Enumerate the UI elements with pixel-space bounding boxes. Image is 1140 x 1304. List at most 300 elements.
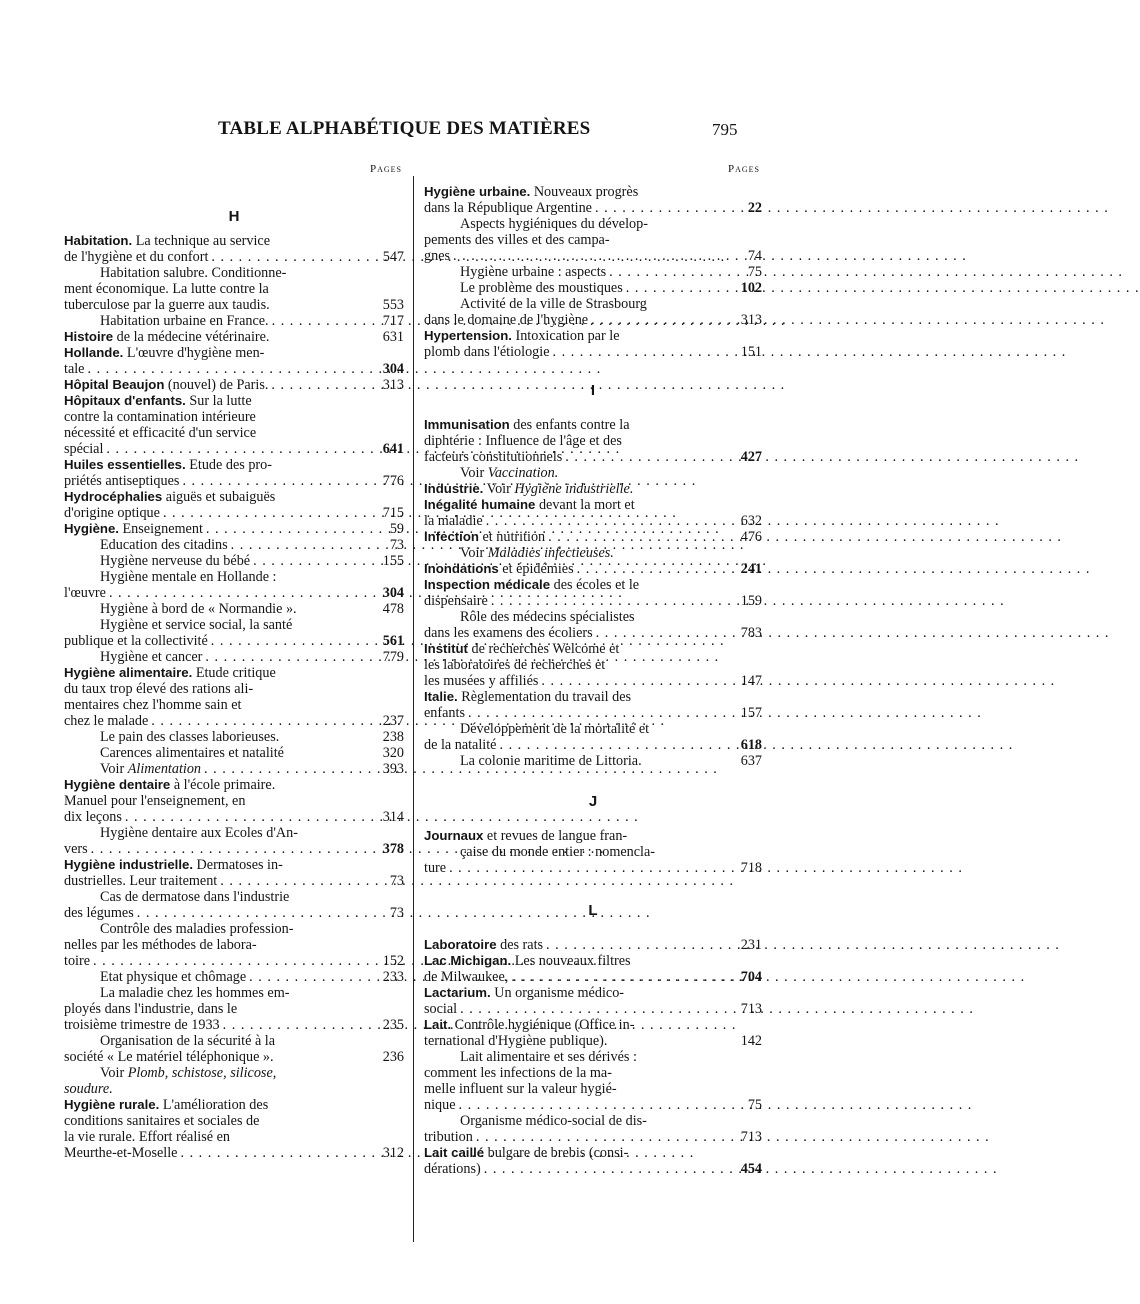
entry-body: Organisation de la sécurité à la: [100, 1033, 276, 1049]
index-entry: [64, 521, 404, 537]
leader-dots: [180, 1145, 368, 1161]
entry-heading: Hôpitaux d'enfants.: [64, 393, 186, 408]
entry-line: [64, 889, 404, 905]
entry-text: [424, 1033, 607, 1049]
entry-body: pements des villes et des campa-: [424, 232, 610, 248]
page-ref: 641: [382, 441, 404, 457]
entry-text: [424, 433, 622, 449]
entry-body: Nouveaux progrès: [530, 184, 639, 200]
entry-text: [100, 1033, 275, 1049]
index-entry: [64, 985, 404, 1033]
entry-line: [424, 689, 762, 705]
entry-body: (nouvel) de Paris.: [164, 377, 269, 393]
entry-line: [424, 465, 762, 481]
leader-dots: [460, 1001, 726, 1017]
entry-line: [64, 665, 404, 681]
entry-body: comment les infections de la ma-: [424, 1065, 612, 1081]
index-entry: [64, 761, 404, 777]
page-ref: 553: [382, 297, 404, 313]
entry-heading: Immunisation: [424, 417, 510, 432]
index-section: [64, 208, 404, 1161]
entry-body: Voir: [483, 481, 515, 497]
entry-body: de l'hygiène et du confort: [64, 249, 209, 265]
entry-line: [64, 409, 404, 425]
entry-text: [64, 697, 241, 713]
entry-body: Meurthe-et-Moselle: [64, 1145, 178, 1161]
entry-body: L'amélioration des: [159, 1097, 269, 1113]
entry-line: [424, 1033, 762, 1049]
entry-heading: Industrie.: [424, 481, 484, 496]
entry-body: tuberculose par la guerre aux taudis.: [64, 297, 270, 313]
entry-line: [424, 280, 762, 296]
entry-text: [64, 473, 179, 489]
entry-body: dérations): [424, 1161, 481, 1177]
entry-text: [424, 513, 483, 529]
leader-dots: [609, 264, 726, 280]
entry-body: des enfants contre la: [509, 417, 630, 433]
entry-text: [64, 1113, 259, 1129]
entry-line: [64, 1129, 404, 1145]
entry-heading: Lait.: [424, 1017, 452, 1032]
page-ref: 783: [740, 625, 762, 641]
entry-text: [424, 232, 610, 248]
index-entry: [64, 665, 404, 729]
leader-dots: [106, 441, 368, 457]
index-entry: [424, 545, 762, 561]
entry-body: Manuel pour l'enseignement, en: [64, 793, 246, 809]
entry-heading: Laboratoire: [424, 937, 497, 952]
entry-line: [424, 344, 762, 360]
entry-heading: Inspection médicale: [424, 577, 551, 592]
index-entry: [424, 985, 762, 1017]
page-ref: 713: [740, 1129, 762, 1145]
entry-text: [64, 249, 208, 265]
entry-body: Voir: [460, 465, 488, 481]
page-ref: 378: [382, 841, 404, 857]
entry-text: [64, 873, 217, 889]
page-ref: 779: [382, 649, 404, 665]
entry-body: d'origine optique: [64, 505, 160, 521]
entry-text: [460, 844, 655, 860]
right-sections: [424, 184, 762, 1177]
leader-dots: [565, 449, 726, 465]
entry-text: [64, 937, 257, 953]
page-ref: 236: [382, 1049, 404, 1065]
entry-line: [64, 281, 404, 297]
entry-heading: Hôpital Beaujon: [64, 377, 165, 392]
entry-text: [100, 1065, 276, 1081]
entry-reference: Alimentation: [127, 761, 202, 777]
entry-text: [424, 497, 635, 513]
index-entry: [64, 553, 404, 569]
entry-line: [64, 233, 404, 249]
page-ref: 637: [740, 753, 762, 769]
page-ref: 304: [382, 361, 404, 377]
entry-line: [424, 705, 762, 721]
leader-dots: [491, 593, 726, 609]
page-ref: 454: [740, 1161, 762, 1177]
leader-dots: [223, 1017, 368, 1033]
entry-heading: Lactarium.: [424, 985, 491, 1000]
entry-text: [64, 377, 268, 393]
index-entry: [424, 328, 762, 360]
index-entry: [424, 953, 762, 985]
entry-body: dix leçons: [64, 809, 122, 825]
entry-body: Organisme médico-social de dis-: [460, 1113, 647, 1129]
entry-body: Sur la lutte: [185, 393, 252, 409]
entry-body: Le pain des classes laborieuses.: [100, 729, 280, 745]
entry-body: Cas de dermatose dans l'industrie: [100, 889, 290, 905]
entry-text: [424, 184, 638, 200]
entry-text: [424, 1065, 612, 1081]
index-entry: [64, 825, 404, 857]
entry-text: [460, 216, 648, 232]
page-ref: 75: [747, 264, 762, 280]
entry-line: [424, 312, 762, 328]
entry-line: [64, 265, 404, 281]
page-ref: 304: [382, 585, 404, 601]
index-entry: [64, 489, 404, 521]
entry-line: [64, 505, 404, 521]
entry-body: Contrôle hygiénique (Office in-: [451, 1017, 635, 1033]
entry-body: ternational d'Hygiène publique).: [424, 1033, 608, 1049]
page-ref: 393: [382, 761, 404, 777]
entry-line: [64, 313, 404, 329]
leader-dots: [137, 905, 368, 921]
entry-text: [64, 1097, 268, 1113]
entry-body: La maladie chez les hommes em-: [100, 985, 290, 1001]
entry-body: La technique au service: [132, 233, 271, 249]
entry-text: [64, 281, 269, 297]
entry-body: La colonie maritime de Littoria.: [460, 753, 642, 769]
entry-line: [64, 585, 404, 601]
index-entry: [64, 729, 404, 745]
entry-body: melle influent sur la valeur hygié-: [424, 1081, 617, 1097]
entry-line: [424, 184, 762, 200]
entry-line: [424, 673, 762, 689]
entry-line: [424, 513, 762, 529]
entry-line: [424, 953, 762, 969]
entry-heading: Histoire: [64, 329, 114, 344]
entry-heading: Hygiène urbaine.: [424, 184, 531, 199]
entry-line: [64, 329, 404, 345]
entry-line: [64, 777, 404, 793]
entry-line: [424, 937, 762, 953]
entry-body: nique: [424, 1097, 456, 1113]
leader-dots: [486, 513, 726, 529]
leader-dots: [87, 361, 368, 377]
leader-dots: [596, 625, 726, 641]
page-ref: 73: [389, 873, 404, 889]
entry-body: Hygiène nerveuse du bébé: [100, 553, 251, 569]
entry-text: [100, 745, 284, 761]
entry-line: [64, 1113, 404, 1129]
leader-dots: [453, 248, 726, 264]
index-section: [424, 184, 762, 360]
entry-line: [424, 1161, 762, 1177]
entry-text: [64, 361, 84, 377]
entry-text: [424, 1081, 617, 1097]
leader-dots: [206, 521, 368, 537]
entry-line: [424, 721, 762, 737]
entry-line: [424, 593, 762, 609]
entry-body: dans les examens des écoliers: [424, 625, 593, 641]
entry-line: [424, 248, 762, 264]
entry-line: [64, 1097, 404, 1113]
index-entry: [64, 1033, 404, 1065]
entry-text: [64, 777, 275, 793]
entry-text: [424, 969, 508, 985]
index-entry: [424, 609, 762, 641]
index-entry: [424, 561, 762, 577]
entry-line: [64, 1017, 404, 1033]
entry-text: [64, 457, 272, 473]
entry-body: publique et la collectivité: [64, 633, 208, 649]
entry-line: [64, 633, 404, 649]
entry-line: [64, 617, 404, 633]
leader-dots: [499, 737, 726, 753]
entry-body: la vie rurale. Effort réalisé en: [64, 1129, 230, 1145]
index-entry: [64, 345, 404, 377]
entry-body: çaise du monde entier : nomencla-: [460, 844, 656, 860]
entry-text: [64, 1129, 230, 1145]
entry-text: [100, 553, 250, 569]
entry-text: [424, 529, 545, 545]
entry-text: [460, 753, 642, 769]
entry-line: [64, 985, 404, 1001]
pages-label: Pages: [727, 163, 760, 175]
index-entry: [424, 1017, 762, 1049]
index-section: [424, 382, 762, 769]
entry-line: [424, 577, 762, 593]
entry-text: [64, 297, 270, 313]
entry-line: [424, 216, 762, 232]
entry-text: [100, 617, 292, 633]
index-entry: [64, 569, 404, 601]
entry-reference: Vaccination.: [487, 465, 559, 481]
entry-line: [424, 1145, 762, 1161]
page-ref: 718: [740, 860, 762, 876]
entry-text: [424, 449, 562, 465]
entry-line: [64, 905, 404, 921]
entry-body: Un organisme médico-: [490, 985, 625, 1001]
entry-line: [424, 1049, 762, 1065]
leader-dots: [253, 553, 368, 569]
index-entry: [424, 184, 762, 216]
entry-body: Activité de la ville de Strasbourg: [460, 296, 647, 312]
entry-heading: Hygiène rurale.: [64, 1097, 160, 1112]
entry-text: [424, 937, 543, 953]
entry-text: [424, 481, 633, 497]
entry-body: Etude critique: [192, 665, 276, 681]
entry-body: conditions sanitaires et sociales de: [64, 1113, 260, 1129]
entry-line: [64, 521, 404, 537]
entry-reference: soudure.: [64, 1081, 113, 1097]
entry-line: [64, 953, 404, 969]
entry-line: [424, 232, 762, 248]
page-ref: 561: [382, 633, 404, 649]
entry-line: [64, 873, 404, 889]
page-ref: 102: [740, 280, 762, 296]
entry-line: [424, 433, 762, 449]
entry-reference: Hygiène industrielle.: [514, 481, 634, 497]
leader-dots: [511, 969, 726, 985]
entry-text: [424, 1145, 628, 1161]
index-entry: [64, 233, 404, 265]
entry-body: aiguës et subaiguës: [162, 489, 276, 505]
leader-dots: [484, 1161, 726, 1177]
entry-body: plomb dans l'étiologie: [424, 344, 550, 360]
entry-body: Etude des pro-: [185, 457, 272, 473]
entry-body: Etat physique et chômage: [100, 969, 247, 985]
entry-line: [424, 828, 762, 844]
page-ref: 313: [740, 312, 762, 328]
entry-body: nelles par les méthodes de labora-: [64, 937, 257, 953]
entry-body: Contrôle des maladies profession-: [100, 921, 294, 937]
index-entry: [64, 617, 404, 649]
entry-line: [424, 641, 762, 657]
entry-text: [424, 641, 619, 657]
page-ref: 22: [747, 200, 762, 216]
index-entry: [424, 264, 762, 280]
leader-dots: [220, 873, 368, 889]
entry-body: troisième trimestre de 1933: [64, 1017, 220, 1033]
entry-body: bulgare de brebis (consi-: [484, 1145, 629, 1161]
index-entry: [64, 537, 404, 553]
entry-body: Règlementation du travail des: [457, 689, 632, 705]
entry-text: [424, 705, 465, 721]
entry-body: des rats: [496, 937, 544, 953]
entry-body: Hygiène dentaire aux Ecoles d'An-: [100, 825, 298, 841]
entry-line: [64, 1049, 404, 1065]
entry-body: tribution: [424, 1129, 473, 1145]
entry-body: les laboratoires de recherches et: [424, 657, 606, 673]
index-entry: [424, 641, 762, 689]
leader-dots: [93, 953, 368, 969]
page-ref: 476: [740, 529, 762, 545]
entry-text: [424, 953, 631, 969]
entry-body: spécial: [64, 441, 104, 457]
entry-body: ment économique. La lutte contre la: [64, 281, 269, 297]
entry-text: [424, 625, 593, 641]
index-entry: [424, 1113, 762, 1145]
page-ref: 142: [740, 1033, 762, 1049]
entry-body: Le problème des moustiques: [460, 280, 623, 296]
index-entry: [424, 417, 762, 465]
entry-text: [100, 313, 269, 329]
entry-body: et revues de langue fran-: [483, 828, 628, 844]
entry-reference: Maladies infectieuses.: [487, 545, 614, 561]
entry-text: [460, 1049, 637, 1065]
entry-text: [100, 761, 201, 777]
index-entry: [424, 1049, 762, 1113]
entry-text: [460, 280, 623, 296]
entry-body: de la médecine vétérinaire.: [113, 329, 270, 345]
entry-text: [100, 537, 228, 553]
entry-line: [424, 417, 762, 433]
page-ref: 75: [747, 1097, 762, 1113]
index-entry: [64, 889, 404, 921]
entry-text: [64, 841, 88, 857]
entry-line: [64, 825, 404, 841]
entry-line: [424, 1065, 762, 1081]
index-entry: [64, 1097, 404, 1161]
entry-text: [424, 673, 538, 689]
entry-heading: Journaux: [424, 828, 484, 843]
page-title: TABLE ALPHABÉTIQUE DES MATIÈRES: [218, 118, 591, 139]
entry-line: [424, 497, 762, 513]
entry-text: [64, 857, 283, 873]
entry-line: [64, 729, 404, 745]
entry-heading: Hollande.: [64, 345, 124, 360]
entry-heading: Hypertension.: [424, 328, 512, 343]
entry-line: [64, 1145, 404, 1161]
entry-body: Rôle des médecins spécialistes: [460, 609, 635, 625]
entry-body: facteurs constitutionnels: [424, 449, 563, 465]
page-ref: 631: [382, 329, 404, 345]
entry-body: nécessité et efficacité d'un service: [64, 425, 257, 441]
entry-body: Voir: [100, 761, 128, 777]
entry-text: [64, 681, 253, 697]
entry-line: [64, 601, 404, 617]
index-entry: [424, 216, 762, 264]
page-ref: 312: [382, 1145, 404, 1161]
entry-heading: Infection: [424, 529, 479, 544]
entry-text: [424, 828, 627, 844]
entry-text: [460, 721, 649, 737]
entry-text: [64, 633, 208, 649]
page-ref: 237: [382, 713, 404, 729]
entry-line: [424, 481, 762, 497]
entry-text: [460, 465, 558, 481]
page-ref: 717: [382, 313, 404, 329]
entry-line: [424, 753, 762, 769]
index-section: [424, 902, 762, 1177]
page-number: 795: [712, 120, 738, 139]
leader-dots: [476, 1129, 726, 1145]
left-column: [64, 160, 404, 1161]
entry-body: de la natalité: [424, 737, 497, 753]
entry-line: [64, 1033, 404, 1049]
entry-body: et épidémies: [498, 561, 574, 577]
index-entry: [424, 481, 762, 497]
leader-dots: [577, 561, 726, 577]
entry-text: [64, 1081, 113, 1097]
entry-text: [460, 296, 647, 312]
leader-dots: [163, 505, 368, 521]
page-ref: 704: [740, 969, 762, 985]
entry-line: [64, 713, 404, 729]
leader-dots: [151, 713, 368, 729]
entry-text: [64, 441, 103, 457]
entry-heading: Hygiène alimentaire.: [64, 665, 193, 680]
page-ref: 313: [382, 377, 404, 393]
leader-dots: [231, 537, 368, 553]
entry-text: [64, 505, 160, 521]
entry-line: [64, 841, 404, 857]
entry-heading: Lait caillé: [424, 1145, 485, 1160]
page-ref: 157: [740, 705, 762, 721]
index-entry: [64, 649, 404, 665]
index-entry: [64, 1065, 404, 1097]
entry-text: [424, 344, 550, 360]
entry-text: [64, 409, 256, 425]
entry-body: Education des citadins: [100, 537, 228, 553]
entry-line: [64, 425, 404, 441]
entry-heading: Hygiène.: [64, 521, 119, 536]
entry-line: [64, 537, 404, 553]
entry-text: [64, 393, 252, 409]
